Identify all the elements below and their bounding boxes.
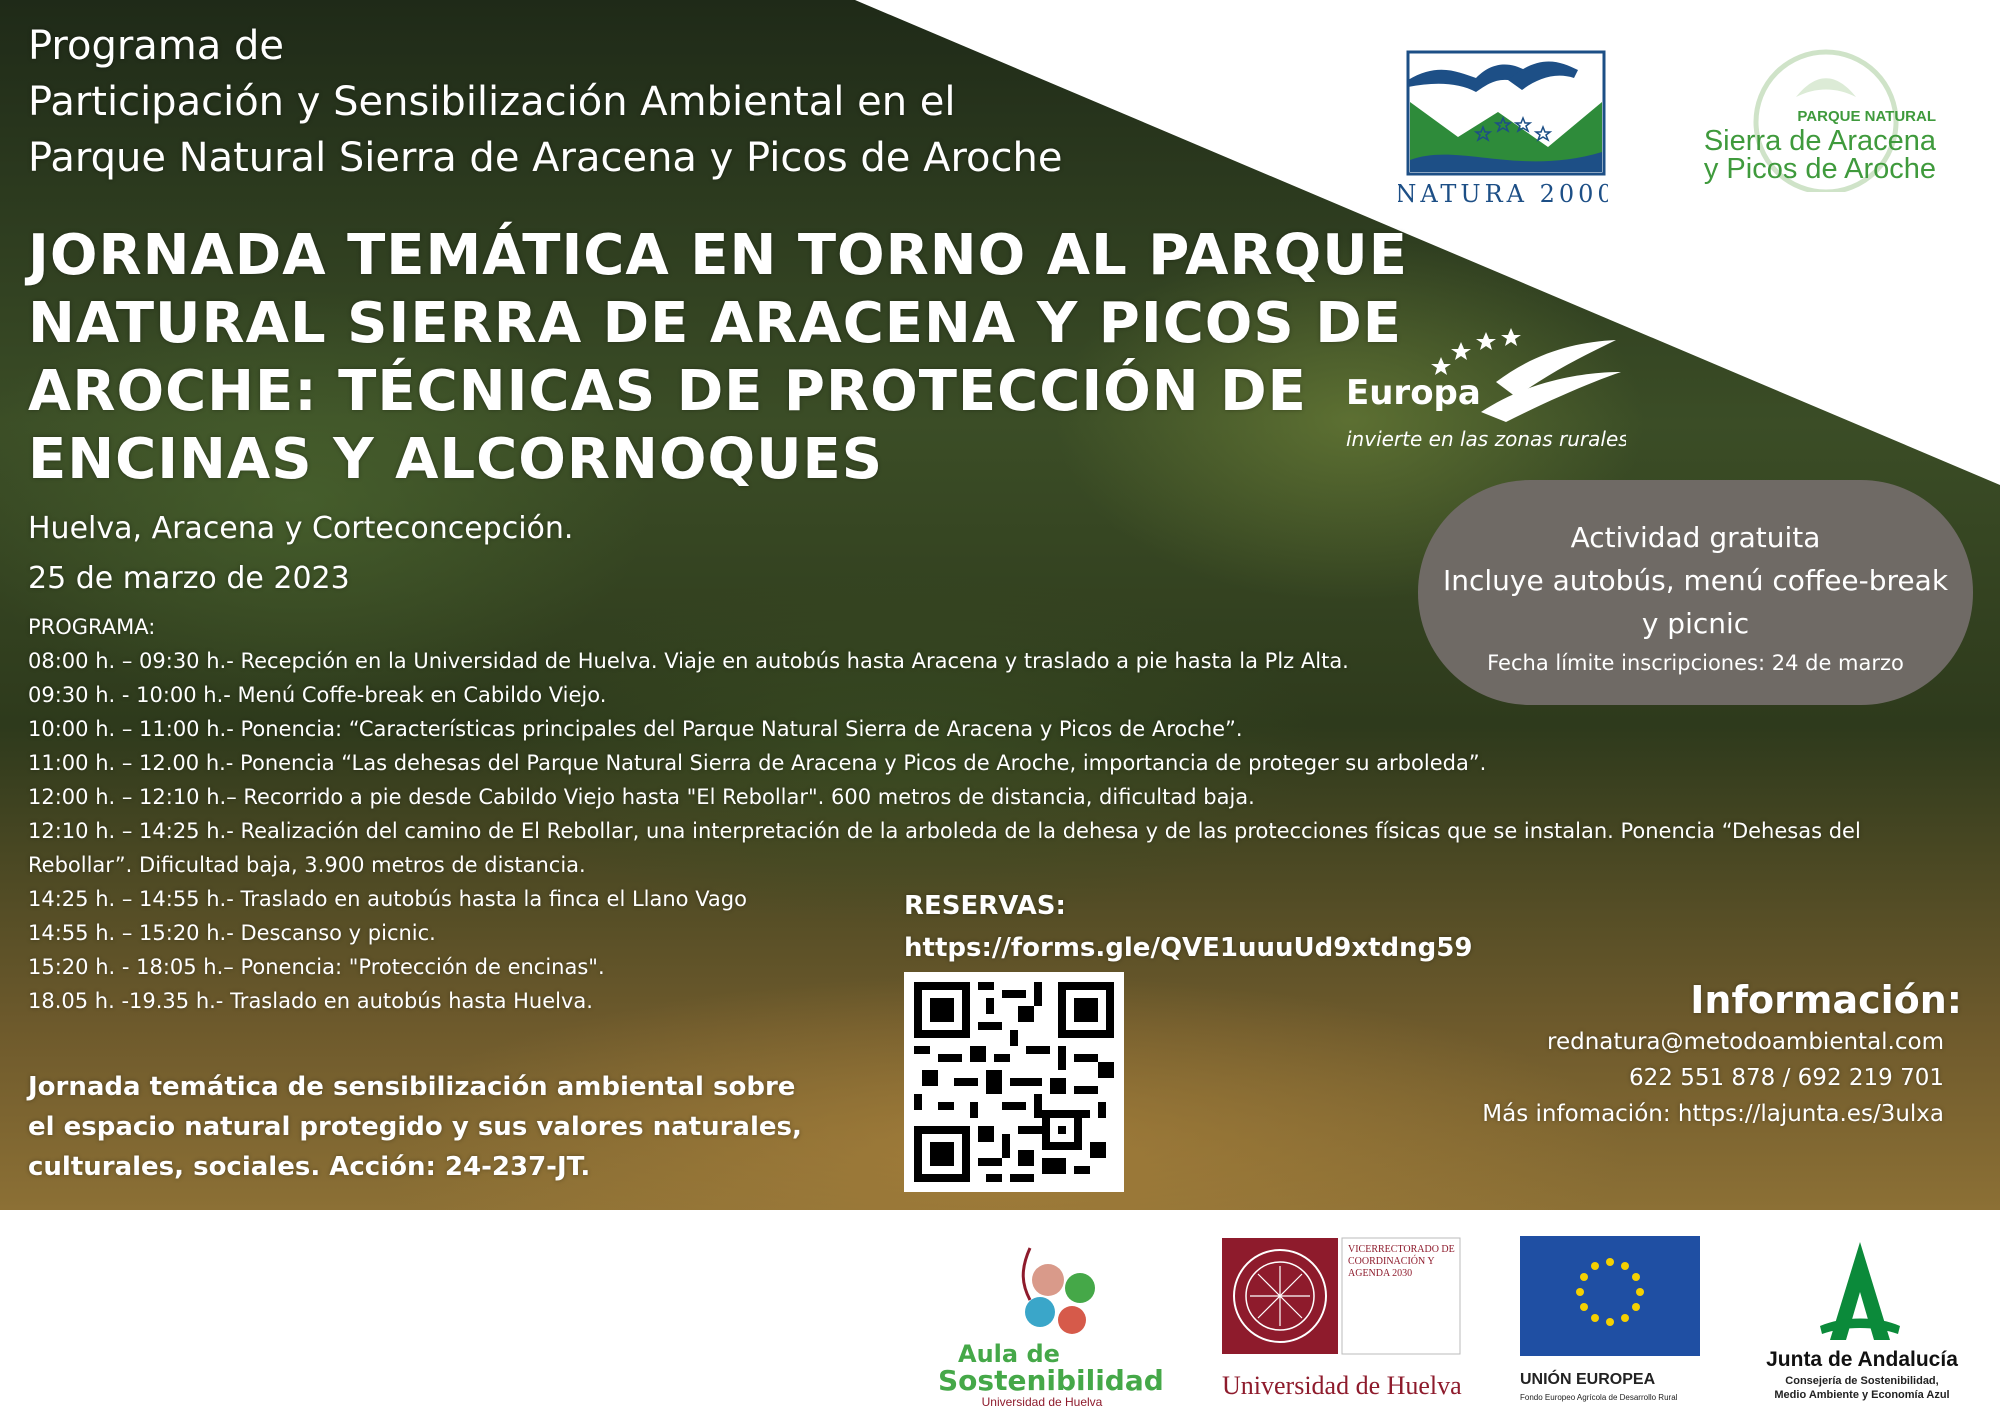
parque-name-line: Sierra de Aracena xyxy=(1703,125,1936,157)
program-title-line: Programa de xyxy=(28,23,284,69)
ue-title: UNIÓN EUROPEA xyxy=(1520,1371,1656,1388)
program-title xyxy=(28,18,1062,186)
union-europea-logo xyxy=(1518,1234,1718,1406)
schedule-item: 11:00 h. – 12.00 h.- Ponencia “Las dehesas del Parque Natural Sierra de Aracena y Picos de Aroche, importancia de proteger su arboleda”. xyxy=(28,751,1487,775)
reservations xyxy=(904,885,1472,969)
parque-small-label: PARQUE NATURAL xyxy=(1797,108,1936,125)
badge-line: Actividad gratuita xyxy=(1570,521,1821,554)
natura-2000-logo xyxy=(1398,42,1608,210)
parque-name-line: y Picos de Aroche xyxy=(1703,153,1936,185)
schedule-item: 12:00 h. – 12:10 h.– Recorrido a pie desde Cabildo Viejo hasta "El Rebollar". 600 metros de distancia, dificultad baja. xyxy=(28,785,1255,809)
schedule-item: 15:20 h. - 18:05 h.– Ponencia: "Protección de encinas". xyxy=(28,955,605,979)
event-title-line: AROCHE: TÉCNICAS DE PROTECCIÓN DE xyxy=(28,359,1307,424)
junta-title: Junta de Andalucía xyxy=(1766,1348,1958,1371)
event-title xyxy=(28,222,1408,494)
closing-line: el espacio natural protegido y sus valores naturales, xyxy=(28,1112,802,1142)
badge-line: y picnic xyxy=(1641,607,1750,640)
event-location-date xyxy=(28,504,573,604)
info-more-link[interactable]: Más infomación: https://lajunta.es/3ulxa xyxy=(1482,1101,1944,1127)
closing-line: Jornada temática de sensibilización ambiental sobre xyxy=(28,1072,796,1102)
schedule-label: PROGRAMA: xyxy=(28,615,156,639)
event-title-line: NATURAL SIERRA DE ARACENA Y PICOS DE xyxy=(28,291,1402,356)
info-title: Información: xyxy=(1690,978,1962,1022)
parque-natural-logo xyxy=(1686,42,1948,192)
badge-deadline: Fecha límite inscripciones: 24 de marzo xyxy=(1487,651,1904,675)
program-title-line: Parque Natural Sierra de Aracena y Picos de Aroche xyxy=(28,135,1063,181)
schedule-item: 12:10 h. – 14:25 h.- Realización del camino de El Rebollar, una interpretación de la arboleda de la dehesa y de las protecciones físicas que se instalan. Ponencia “Dehesas del Rebollar”. Dificultad baja, 3.900 metros de distancia. xyxy=(28,819,1861,877)
reservations-label: RESERVAS: xyxy=(904,891,1066,921)
program-title-line: Participación y Sensibilización Ambiental en el xyxy=(28,79,956,125)
vice-line: AGENDA 2030 xyxy=(1348,1268,1413,1279)
vice-line: VICERRECTORADO DE xyxy=(1348,1244,1455,1255)
info-contacts xyxy=(1482,1024,1944,1132)
event-date: 25 de marzo de 2023 xyxy=(28,561,350,596)
vice-line: COORDINACIÓN Y xyxy=(1348,1256,1435,1267)
schedule-item: 10:00 h. – 11:00 h.- Ponencia: “Características principales del Parque Natural Sierra de Aracena y Picos de Aroche”. xyxy=(28,717,1243,741)
junta-andalucia-logo xyxy=(1748,1230,1978,1410)
europa-title: Europa xyxy=(1346,373,1481,413)
event-location: Huelva, Aracena y Corteconcepción. xyxy=(28,511,574,546)
europa-subtitle: invierte en las zonas rurales xyxy=(1346,427,1626,451)
closing-description xyxy=(28,1067,802,1187)
schedule-item: 09:30 h. - 10:00 h.- Menú Coffe-break en Cabildo Viejo. xyxy=(28,683,607,707)
aula-line2: Sostenibilidad xyxy=(938,1364,1164,1397)
schedule-item: 18.05 h. -19.35 h.- Traslado en autobús hasta Huelva. xyxy=(28,989,593,1013)
junta-sub: Consejería de Sostenibilidad, xyxy=(1785,1375,1939,1387)
event-title-line: JORNADA TEMÁTICA EN TORNO AL PARQUE xyxy=(28,223,1408,288)
footer-logos xyxy=(0,1210,2000,1414)
info-phones: 622 551 878 / 692 219 701 xyxy=(1628,1065,1944,1091)
europa-invierte-logo xyxy=(1346,312,1626,462)
schedule-item: 08:00 h. – 09:30 h.- Recepción en la Universidad de Huelva. Viaje en autobús hasta Aracena y traslado a pie hasta la Plz Alta. xyxy=(28,649,1349,673)
schedule-item: 14:55 h. – 15:20 h.- Descanso y picnic. xyxy=(28,921,436,945)
free-activity-badge xyxy=(1418,480,1973,705)
event-title-line: ENCINAS Y ALCORNOQUES xyxy=(28,427,884,492)
aula-sostenibilidad-logo xyxy=(930,1230,1170,1410)
schedule-item: 14:25 h. – 14:55 h.- Traslado en autobús hasta la finca el Llano Vago xyxy=(28,887,747,911)
junta-sub: Medio Ambiente y Economía Azul xyxy=(1774,1389,1950,1401)
closing-line: culturales, sociales. Acción: 24-237-JT. xyxy=(28,1152,591,1182)
info-email[interactable]: rednatura@metodoambiental.com xyxy=(1547,1029,1944,1055)
uhu-name: Universidad de Huelva xyxy=(1222,1371,1462,1400)
aula-sub: Universidad de Huelva xyxy=(981,1395,1103,1409)
aula-line1: Aula de xyxy=(958,1340,1060,1368)
universidad-huelva-logo xyxy=(1218,1234,1468,1406)
qr-code-icon xyxy=(914,982,1114,1182)
reservations-link[interactable]: https://forms.gle/QVE1uuuUd9xtdng59 xyxy=(904,933,1473,963)
badge-line: Incluye autobús, menú coffee-break xyxy=(1442,564,1949,597)
natura-2000-text: NATURA 2000 xyxy=(1398,180,1608,208)
ue-sub: Fondo Europeo Agrícola de Desarrollo Rural xyxy=(1520,1393,1678,1402)
qr-code[interactable] xyxy=(904,972,1124,1192)
